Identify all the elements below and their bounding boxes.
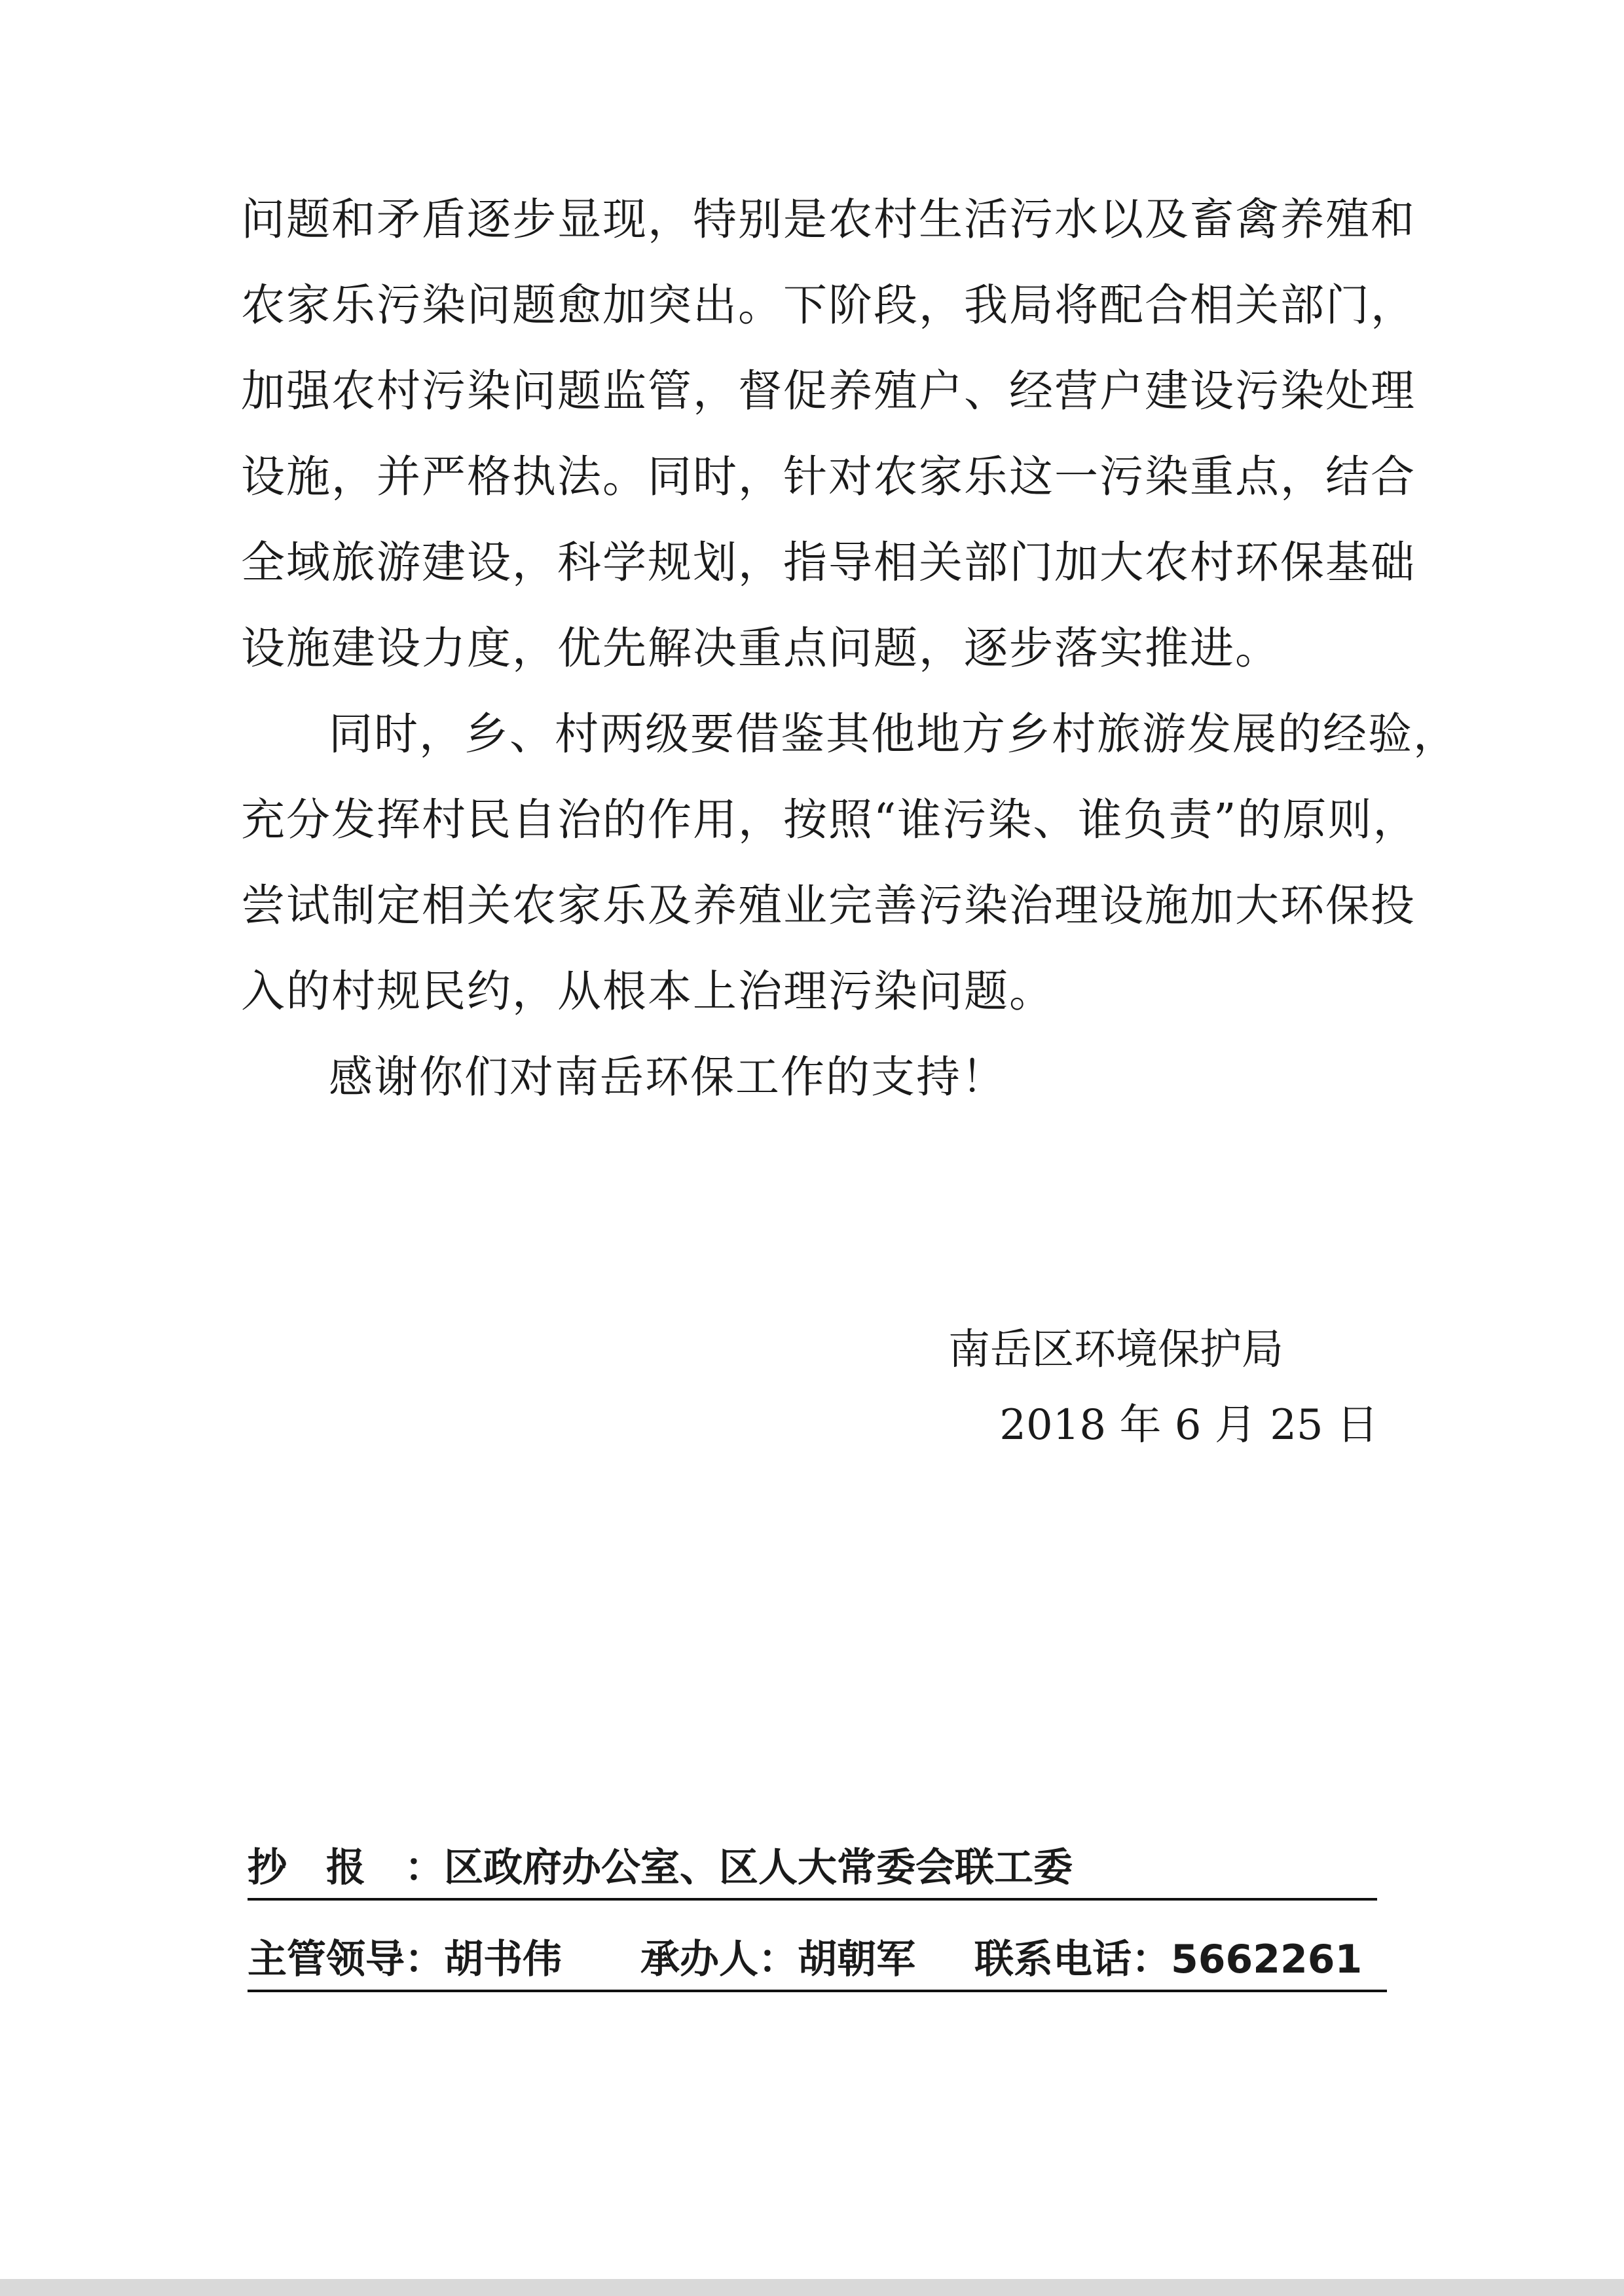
scan-edge <box>0 2279 1624 2296</box>
paragraph-line: 充分发挥村民自治的作用，按照“谁污染、谁负责”的原则， <box>241 794 1418 845</box>
paragraph-line: 问题和矛盾逐步显现，特别是农村生活污水以及畜禽养殖和 <box>241 194 1416 245</box>
cc-row <box>248 1836 1377 1901</box>
handler-value: 胡朝军 <box>798 1937 915 1982</box>
letter-body <box>241 177 1458 1120</box>
paragraph-line: 农家乐污染问题愈加突出。下阶段，我局将配合相关部门， <box>241 280 1416 331</box>
handler-label: 承办人： <box>640 1937 798 1982</box>
cc-value: 区政府办公室、区人大常委会联工委 <box>444 1845 1073 1891</box>
paragraph-line: 设施，并严格执法。同时，针对农家乐这一污染重点，结合 <box>241 451 1416 502</box>
paragraph-line: 入的村规民约，从根本上治理污染问题。 <box>241 966 1054 1017</box>
cc-label: 抄报： <box>248 1845 483 1891</box>
phone-value: 5662261 <box>1171 1937 1363 1982</box>
paragraph-line: 全域旅游建设，科学规划，指导相关部门加大农村环保基础 <box>241 537 1416 588</box>
signature-date: 2018 年 6 月 25 日 <box>999 1401 1378 1449</box>
leader-label: 主管领导： <box>248 1937 444 1982</box>
leader-value: 胡书伟 <box>444 1937 562 1982</box>
paragraph-line: 设施建设力度，优先解决重点问题，逐步落实推进。 <box>241 623 1280 674</box>
closing-line: 感谢你们对南岳环保工作的支持！ <box>329 1051 1006 1102</box>
phone-label: 联系电话： <box>974 1937 1171 1982</box>
contact-row <box>248 1928 1387 1992</box>
signature-organization: 南岳区环境保护局 <box>948 1326 1283 1374</box>
paragraph-line: 同时，乡、村两级要借鉴其他地方乡村旅游发展的经验， <box>329 708 1458 759</box>
paragraph-line: 尝试制定相关农家乐及养殖业完善污染治理设施加大环保投 <box>241 880 1416 931</box>
paragraph-line: 加强农村污染问题监管，督促养殖户、经营户建设污染处理 <box>241 365 1416 416</box>
